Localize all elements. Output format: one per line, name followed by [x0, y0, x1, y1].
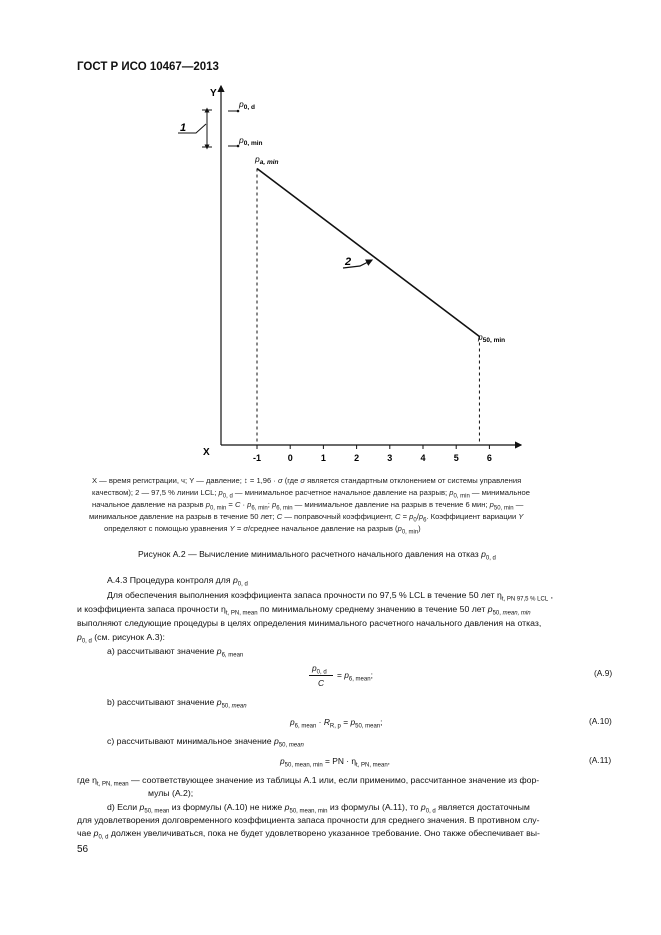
label-p0-min: $p_{0, min}$: [239, 135, 263, 147]
x-tick-label: 1: [320, 453, 326, 463]
where-line2: мулы (А.2);: [148, 788, 194, 798]
eq-a10-number: (А.10): [589, 716, 612, 726]
step-a: а) рассчитывают значение $p_{6, mean}$: [107, 646, 244, 659]
para1-line2: и коэффициента запаса прочности $\eta_{t, PN, mean}$ по минимальному среднему значению в течение 50 лет $p_{50, mean, min}$: [77, 604, 531, 617]
page-number: 56: [77, 844, 89, 855]
eq-a10: $p_{6, mean} \cdot R_{R, p} = p_{50, mean}$;: [290, 717, 383, 730]
x-tick-label: -1: [252, 453, 262, 463]
label-pa-min: $p_{a, min}$: [255, 154, 279, 166]
para1-line1: Для обеспечения выполнения коэффициента запаса прочности по 97,5 % LCL в течение 50 лет $\eta_{t, PN 97,5 \% LCL}$ ,: [107, 590, 553, 603]
x-axis-label: X: [203, 447, 210, 458]
eq-a9-fraction-bar: [309, 675, 333, 676]
eq-a9-numerator: $p_{0, d}$: [312, 663, 327, 676]
label-p0-d: $p_{0, d}$: [239, 99, 255, 111]
document-header: ГОСТ Р ИСО 10467—2013: [77, 61, 219, 73]
step-c: с) рассчитывают минимальное значение $p_{50, mean}$: [107, 736, 304, 749]
figure-caption: Рисунок А.2 — Вычисление минимального расчетного начального давления на отказ $p_{0, d}$: [138, 549, 496, 562]
legend-line-2: качеством); 2 — 97,5 % линии LCL; $p_{0, d}$ — минимальное расчетное начальное давление на разрыв; $p_{0, min}$ — минимальное: [92, 488, 530, 500]
legend-line-3: начальное давление на разрыв $p_{0, min} = C \cdot p_{6, min}$; $p_{6, min}$ — минимальное давление на разрыв в течение 6 мин; $p_{50, min}$ —: [92, 500, 524, 512]
step-d-line3: чае $p_{0, d}$ должен увеличиваться, пока не будет удовлетворено указанное требование. Оно также обеспечивает вы-: [77, 828, 540, 841]
where-line1: где $\eta_{t, PN, mean}$ — соответствующее значение из таблицы А.1 или, если применимо, рассчитанное значение из фор-: [77, 775, 540, 788]
p0-min-point: [237, 145, 240, 148]
step-d-line2: для удовлетворения долговременного коэффициента запаса прочности для среднего значения. В противном слу-: [77, 815, 540, 825]
x-tick-label: 2: [354, 453, 360, 463]
eq-a11: $p_{50, mean, min}$ = PN · $\eta_{t, PN, mean}$,: [280, 756, 390, 769]
x-tick-label: 5: [453, 453, 459, 463]
para1-line4: $p_{0, d}$ (см. рисунок А.3):: [77, 632, 165, 645]
eq-a11-number: (А.11): [589, 755, 612, 765]
p0-d-point: [237, 110, 240, 113]
legend-line-1: X — время регистрации, ч; Y — давление; ↕ = 1,96 · σ (где σ является стандартным отклонением от системы управления: [92, 476, 522, 485]
eq-a9-number: (А.9): [594, 668, 613, 678]
x-tick-label: 0: [287, 453, 293, 463]
legend-line-4: минимальное давление на разрыв в течение 50 лет; C — поправочный коэффициент, $C = p_0/p_6$. Коэффициент вариации Y: [89, 512, 524, 524]
y-axis-label: Y: [210, 88, 217, 99]
eq-a9-rhs: = $p_{6, mean}$;: [337, 670, 373, 683]
callout-2-label: 2: [345, 256, 352, 268]
callout-1-label: 1: [180, 122, 187, 134]
x-tick-label: 3: [387, 453, 393, 463]
section-heading: А.4.3 Процедура контроля для $p_{0, d}$: [107, 575, 248, 588]
x-tick-label: 6: [486, 453, 492, 463]
para1-line3: выполняют следующие процедуры в целях определения минимального расчетного начального давления на отказ,: [77, 618, 542, 628]
x-tick-label: 4: [420, 453, 426, 463]
step-b: b) рассчитывают значение $p_{50, mean}$: [107, 697, 247, 710]
lcl-97-5-line: [257, 169, 479, 337]
label-p50-min: $p_{50, min}$: [478, 332, 506, 344]
step-d-line1: d) Если $p_{50, mean}$ из формулы (А.10) не ниже $p_{50, mean, min}$ из формулы (А.11), то $p_{0, d}$ является достаточным: [107, 802, 530, 815]
legend-line-5: определяют с помощью уравнения Y = σ/среднее начальное давление на разрыв $(p_{0, min})$: [104, 524, 421, 536]
eq-a9-denominator: C: [318, 678, 325, 688]
